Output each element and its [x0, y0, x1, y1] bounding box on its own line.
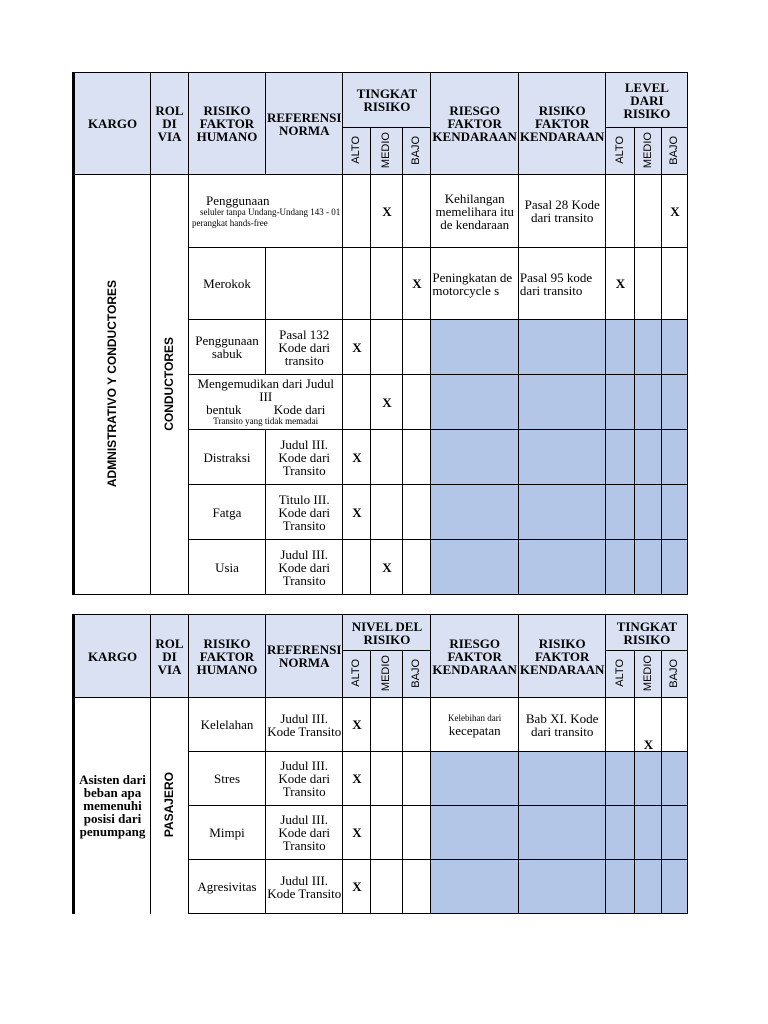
cell-humano: Stres	[189, 752, 266, 806]
cell-referensi: Kode dari	[273, 402, 326, 417]
risk-table-1	[72, 72, 688, 595]
header-bajo: BAJO	[410, 658, 423, 688]
header-bajo: BAJO	[410, 135, 423, 165]
header-kargo: KARGO	[74, 73, 151, 175]
cell-humano: Merokok	[189, 248, 266, 320]
cell-referensi: Pasal 132 Kode dari transito	[266, 320, 343, 375]
cell-humano: Penggunaan sabuk	[189, 320, 266, 375]
kargo-group-label: Asisten dari beban apa memenuhi posisi dari penumpang	[74, 698, 151, 914]
mark-alto: X	[343, 752, 371, 806]
mark-alto: X	[343, 320, 371, 375]
header-kargo: KARGO	[74, 615, 151, 698]
mark-bajo: X	[403, 248, 431, 320]
header-rol: ROL DI VIA	[151, 73, 189, 175]
header-alto-2: ALTO	[613, 659, 626, 687]
cell-referensi: Judul III. Kode Transito	[266, 698, 343, 752]
mark-medio: X	[371, 540, 403, 595]
cell-referensi-2: Pasal 95 kode dari transito	[518, 248, 606, 320]
header-medio-2: MEDIO	[641, 654, 654, 692]
cell-humano: Fatga	[189, 485, 266, 540]
header-level: LEVEL DARI RISIKO	[606, 73, 688, 128]
cell-referensi: Judul III. Kode dari Transito	[266, 752, 343, 806]
cell-humano-detail-2: perangkat hands-free	[192, 217, 268, 228]
cell-kendaraan: Kelebihan dari	[448, 712, 502, 723]
header-riesgo-kendaraan: RIESGO FAKTOR KENDARAAN	[431, 615, 519, 698]
rol-group-label: PASAJERO	[162, 772, 176, 838]
header-risiko-humano: RISIKO FAKTOR HUMANO	[189, 73, 266, 175]
cell-referensi: Titulo III. Kode dari Transito	[266, 485, 343, 540]
cell-referensi-2: Pasal 28 Kode dari transito	[518, 175, 606, 248]
cell-humano: Distraksi	[189, 430, 266, 485]
cell-humano-detail: bentuk	[206, 402, 242, 417]
header-alto: ALTO	[350, 659, 363, 687]
mark-alto: X	[343, 698, 371, 752]
cell-humano: Penggunaan	[206, 192, 270, 208]
mark-medio-2: X	[635, 698, 662, 752]
mark-alto: X	[343, 806, 371, 860]
header-bajo-2: BAJO	[668, 658, 681, 688]
header-bajo-2: BAJO	[668, 135, 681, 165]
header-risiko-humano: RISIKO FAKTOR HUMANO	[189, 615, 266, 698]
table-row	[74, 698, 688, 752]
mark-bajo-2: X	[662, 175, 688, 248]
header-medio-2: MEDIO	[641, 131, 654, 169]
kargo-group-label: ADMNISTRATIVO Y CONDUCTORES	[105, 279, 119, 488]
table-row	[74, 175, 688, 248]
mark-alto: X	[343, 860, 371, 914]
mark-alto: X	[343, 485, 371, 540]
cell-humano: Mimpi	[189, 806, 266, 860]
cell-humano: Kelelahan	[189, 698, 266, 752]
cell-referensi: Judul III. Kode dari Transito	[266, 806, 343, 860]
header-tingkat: TINGKAT RISIKO	[606, 615, 688, 651]
cell-referensi-2: Bab XI. Kode dari transito	[518, 698, 606, 752]
cell-kendaraan-2: kecepatan	[448, 722, 501, 738]
cell-referensi: Judul III. Kode dari Transito	[266, 430, 343, 485]
header-medio: MEDIO	[380, 131, 393, 169]
cell-humano: Usia	[189, 540, 266, 595]
cell-humano: Mengemudikan dari Judul III	[197, 376, 334, 404]
cell-humano-detail-2: Transito yang tidak memadai	[213, 416, 319, 426]
header-referensi: REFERENSI NORMA	[266, 615, 343, 698]
header-referensi: REFERENSI NORMA	[266, 73, 343, 175]
header-nivel: NIVEL DEL RISIKO	[343, 615, 431, 651]
header-risiko-kendaraan: RISIKO FAKTOR KENDARAAN	[518, 73, 606, 175]
cell-humano-detail: seluler tanpa Undang-Undang 143 - 01	[200, 206, 341, 217]
cell-referensi: Judul III. Kode Transito	[266, 860, 343, 914]
cell-humano: Agresivitas	[189, 860, 266, 914]
rol-group-label: CONDUCTORES	[162, 336, 176, 431]
mark-alto: X	[343, 430, 371, 485]
cell-kendaraan: Kehilangan memelihara itu de kendaraan	[431, 175, 519, 248]
header-alto: ALTO	[350, 136, 363, 164]
header-risiko-kendaraan: RISIKO FAKTOR KENDARAAN	[518, 615, 606, 698]
cell-referensi: Judul III. Kode dari Transito	[266, 540, 343, 595]
header-alto-2: ALTO	[613, 136, 626, 164]
mark-medio: X	[371, 175, 403, 248]
mark-medio: X	[371, 375, 403, 430]
cell-kendaraan: Peningkatan de motorcycle s	[431, 248, 519, 320]
header-medio: MEDIO	[380, 654, 393, 692]
risk-table-2	[72, 614, 688, 914]
header-tingkat: TINGKAT RISIKO	[343, 73, 431, 128]
header-riesgo-kendaraan: RIESGO FAKTOR KENDARAAN	[431, 73, 519, 175]
header-rol: ROL DI VIA	[151, 615, 189, 698]
mark-alto-2: X	[606, 248, 635, 320]
